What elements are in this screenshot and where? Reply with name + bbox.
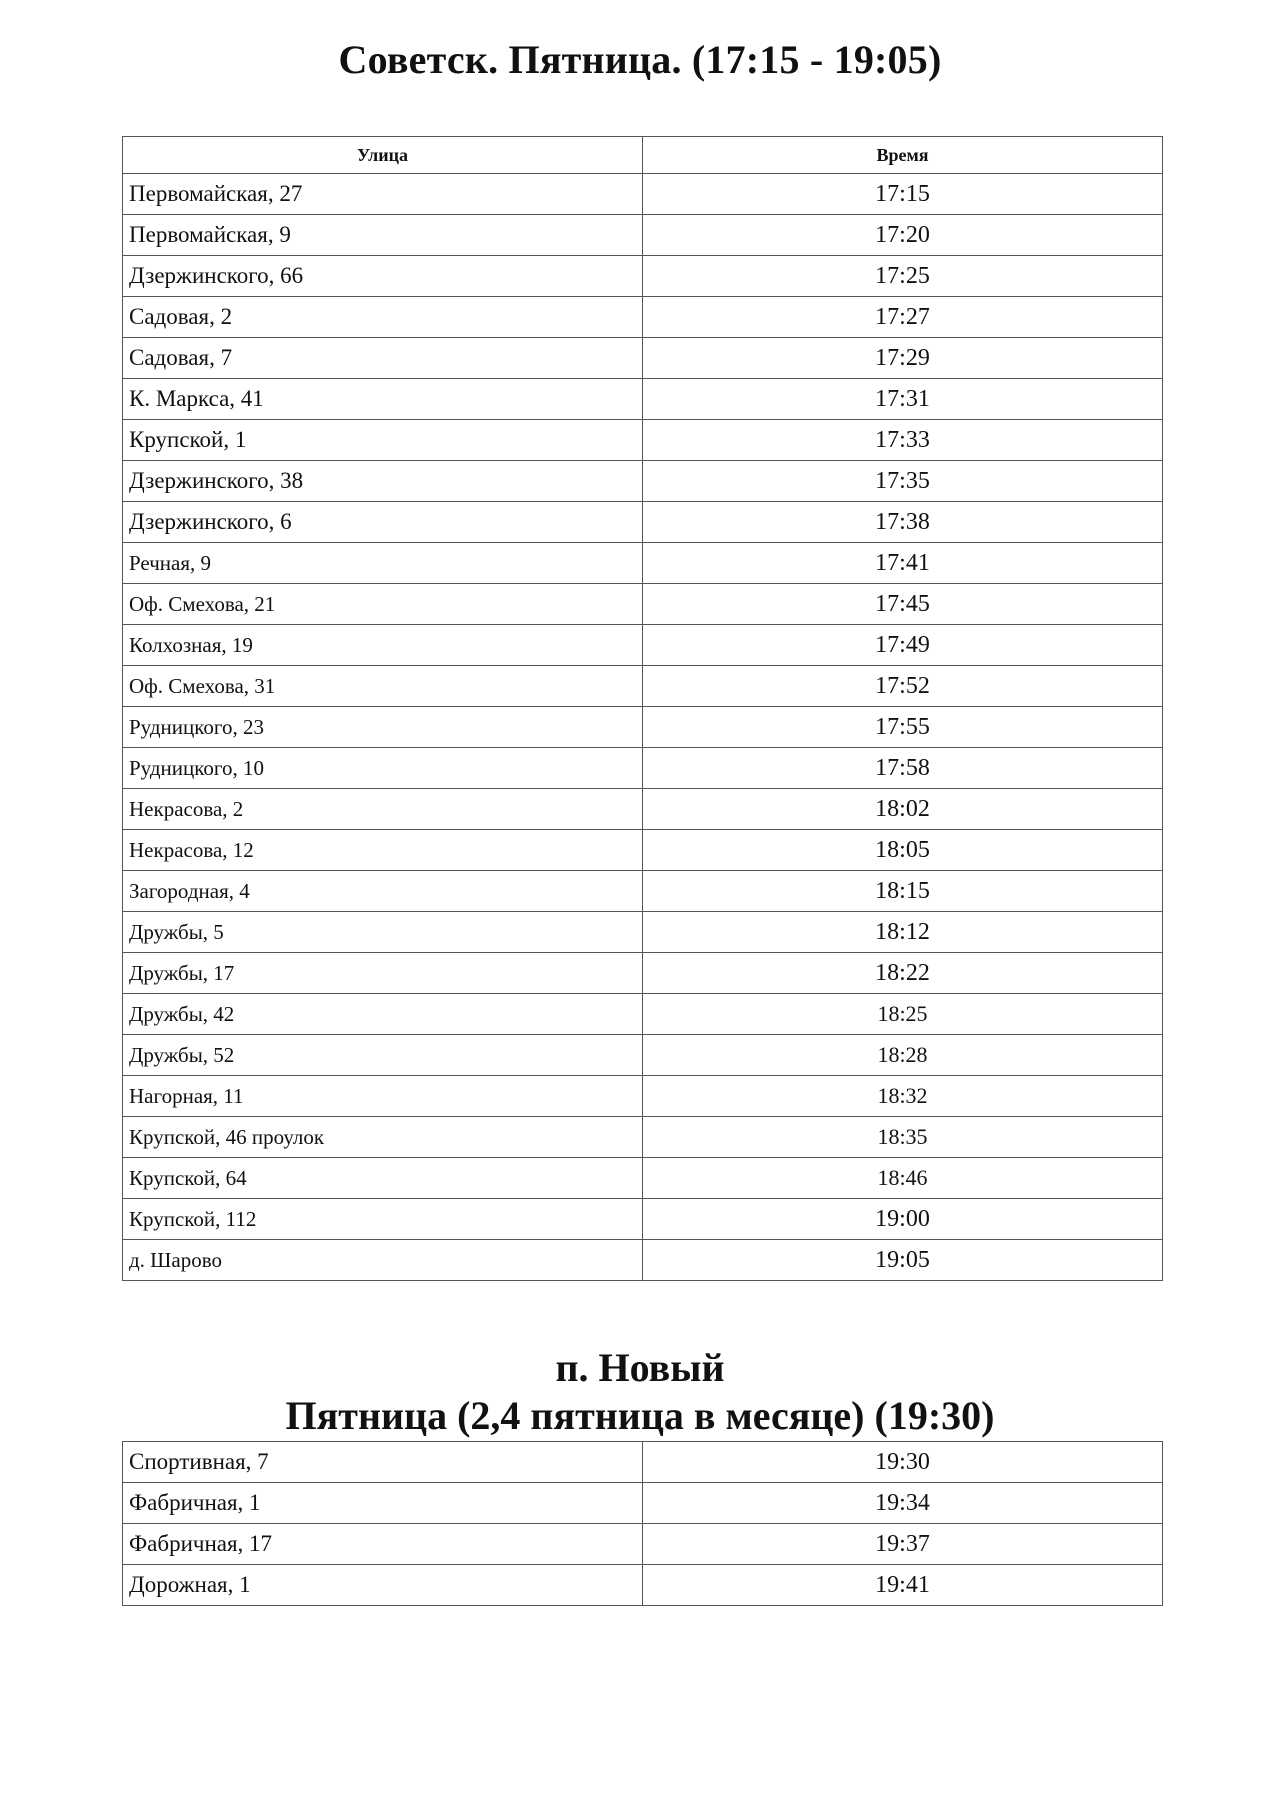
table-row	[123, 502, 1163, 543]
time-cell: 18:46	[643, 1158, 1163, 1199]
street-cell: К. Маркса, 41	[123, 379, 643, 420]
time-cell: 18:12	[643, 912, 1163, 953]
street-cell: Дружбы, 42	[123, 994, 643, 1035]
street-cell: Спортивная, 7	[123, 1442, 643, 1483]
street-cell: Рудницкого, 10	[123, 748, 643, 789]
table-row	[123, 1240, 1163, 1281]
time-cell: 19:30	[643, 1442, 1163, 1483]
street-cell: Крупской, 112	[123, 1199, 643, 1240]
time-cell: 17:20	[643, 215, 1163, 256]
table-row	[123, 1117, 1163, 1158]
table-row	[123, 461, 1163, 502]
street-cell: Речная, 9	[123, 543, 643, 584]
street-cell: Дружбы, 52	[123, 1035, 643, 1076]
table-row	[123, 297, 1163, 338]
street-cell: Некрасова, 12	[123, 830, 643, 871]
schedule-table-novy	[122, 1441, 1163, 1606]
table-row	[123, 1076, 1163, 1117]
time-cell: 17:58	[643, 748, 1163, 789]
time-cell: 17:33	[643, 420, 1163, 461]
time-cell: 17:35	[643, 461, 1163, 502]
time-cell: 18:28	[643, 1035, 1163, 1076]
street-cell: Садовая, 7	[123, 338, 643, 379]
time-cell: 17:49	[643, 625, 1163, 666]
time-cell: 17:29	[643, 338, 1163, 379]
table-row	[123, 912, 1163, 953]
table-row	[123, 830, 1163, 871]
street-cell: Фабричная, 1	[123, 1483, 643, 1524]
time-cell: 18:02	[643, 789, 1163, 830]
time-cell: 17:31	[643, 379, 1163, 420]
street-cell: Дружбы, 17	[123, 953, 643, 994]
street-cell: Рудницкого, 23	[123, 707, 643, 748]
street-cell: Крупской, 1	[123, 420, 643, 461]
street-cell: Дружбы, 5	[123, 912, 643, 953]
time-cell: 18:05	[643, 830, 1163, 871]
section-title-novy: п. Новый	[555, 1345, 725, 1390]
table-row	[123, 625, 1163, 666]
time-cell: 19:37	[643, 1524, 1163, 1565]
header-street: Улица	[123, 137, 643, 174]
schedule-table-sovetsk	[122, 136, 1163, 1281]
time-cell: 17:15	[643, 174, 1163, 215]
street-cell: Фабричная, 17	[123, 1524, 643, 1565]
time-cell: 18:25	[643, 994, 1163, 1035]
street-cell: Оф. Смехова, 21	[123, 584, 643, 625]
page-title: Советск. Пятница. (17:15 - 19:05)	[338, 37, 942, 82]
table-row	[123, 1158, 1163, 1199]
table-row	[123, 174, 1163, 215]
table-row	[123, 543, 1163, 584]
section-subtitle-novy: Пятница (2,4 пятница в месяце) (19:30)	[285, 1393, 995, 1438]
street-cell: Дзержинского, 66	[123, 256, 643, 297]
table-row	[123, 215, 1163, 256]
table-row	[123, 748, 1163, 789]
time-cell: 19:41	[643, 1565, 1163, 1606]
table-row	[123, 707, 1163, 748]
time-cell: 18:35	[643, 1117, 1163, 1158]
street-cell: Крупской, 64	[123, 1158, 643, 1199]
street-cell: Первомайская, 27	[123, 174, 643, 215]
street-cell: Некрасова, 2	[123, 789, 643, 830]
table-row	[123, 338, 1163, 379]
time-cell: 18:15	[643, 871, 1163, 912]
time-cell: 18:32	[643, 1076, 1163, 1117]
street-cell: Оф. Смехова, 31	[123, 666, 643, 707]
header-time: Время	[643, 137, 1163, 174]
street-cell: Дзержинского, 38	[123, 461, 643, 502]
street-cell: Садовая, 2	[123, 297, 643, 338]
street-cell: Крупской, 46 проулок	[123, 1117, 643, 1158]
time-cell: 17:55	[643, 707, 1163, 748]
street-cell: Дорожная, 1	[123, 1565, 643, 1606]
table-row	[123, 1199, 1163, 1240]
time-cell: 17:52	[643, 666, 1163, 707]
street-cell: Колхозная, 19	[123, 625, 643, 666]
time-cell: 19:00	[643, 1199, 1163, 1240]
time-cell: 17:27	[643, 297, 1163, 338]
table-row	[123, 1035, 1163, 1076]
table-row	[123, 1483, 1163, 1524]
table-row	[123, 379, 1163, 420]
table-row	[123, 994, 1163, 1035]
table-row	[123, 1442, 1163, 1483]
table-row	[123, 953, 1163, 994]
time-cell: 19:34	[643, 1483, 1163, 1524]
table-row	[123, 256, 1163, 297]
table-row	[123, 1565, 1163, 1606]
time-cell: 17:45	[643, 584, 1163, 625]
table-row	[123, 789, 1163, 830]
street-cell: Нагорная, 11	[123, 1076, 643, 1117]
time-cell: 17:41	[643, 543, 1163, 584]
time-cell: 17:25	[643, 256, 1163, 297]
table-row	[123, 1524, 1163, 1565]
street-cell: Дзержинского, 6	[123, 502, 643, 543]
table-row	[123, 584, 1163, 625]
time-cell: 18:22	[643, 953, 1163, 994]
table-row	[123, 420, 1163, 461]
time-cell: 17:38	[643, 502, 1163, 543]
time-cell: 19:05	[643, 1240, 1163, 1281]
street-cell: Загородная, 4	[123, 871, 643, 912]
table-row	[123, 666, 1163, 707]
street-cell: Первомайская, 9	[123, 215, 643, 256]
street-cell: д. Шарово	[123, 1240, 643, 1281]
table-row	[123, 871, 1163, 912]
table-header-row	[123, 137, 1163, 174]
